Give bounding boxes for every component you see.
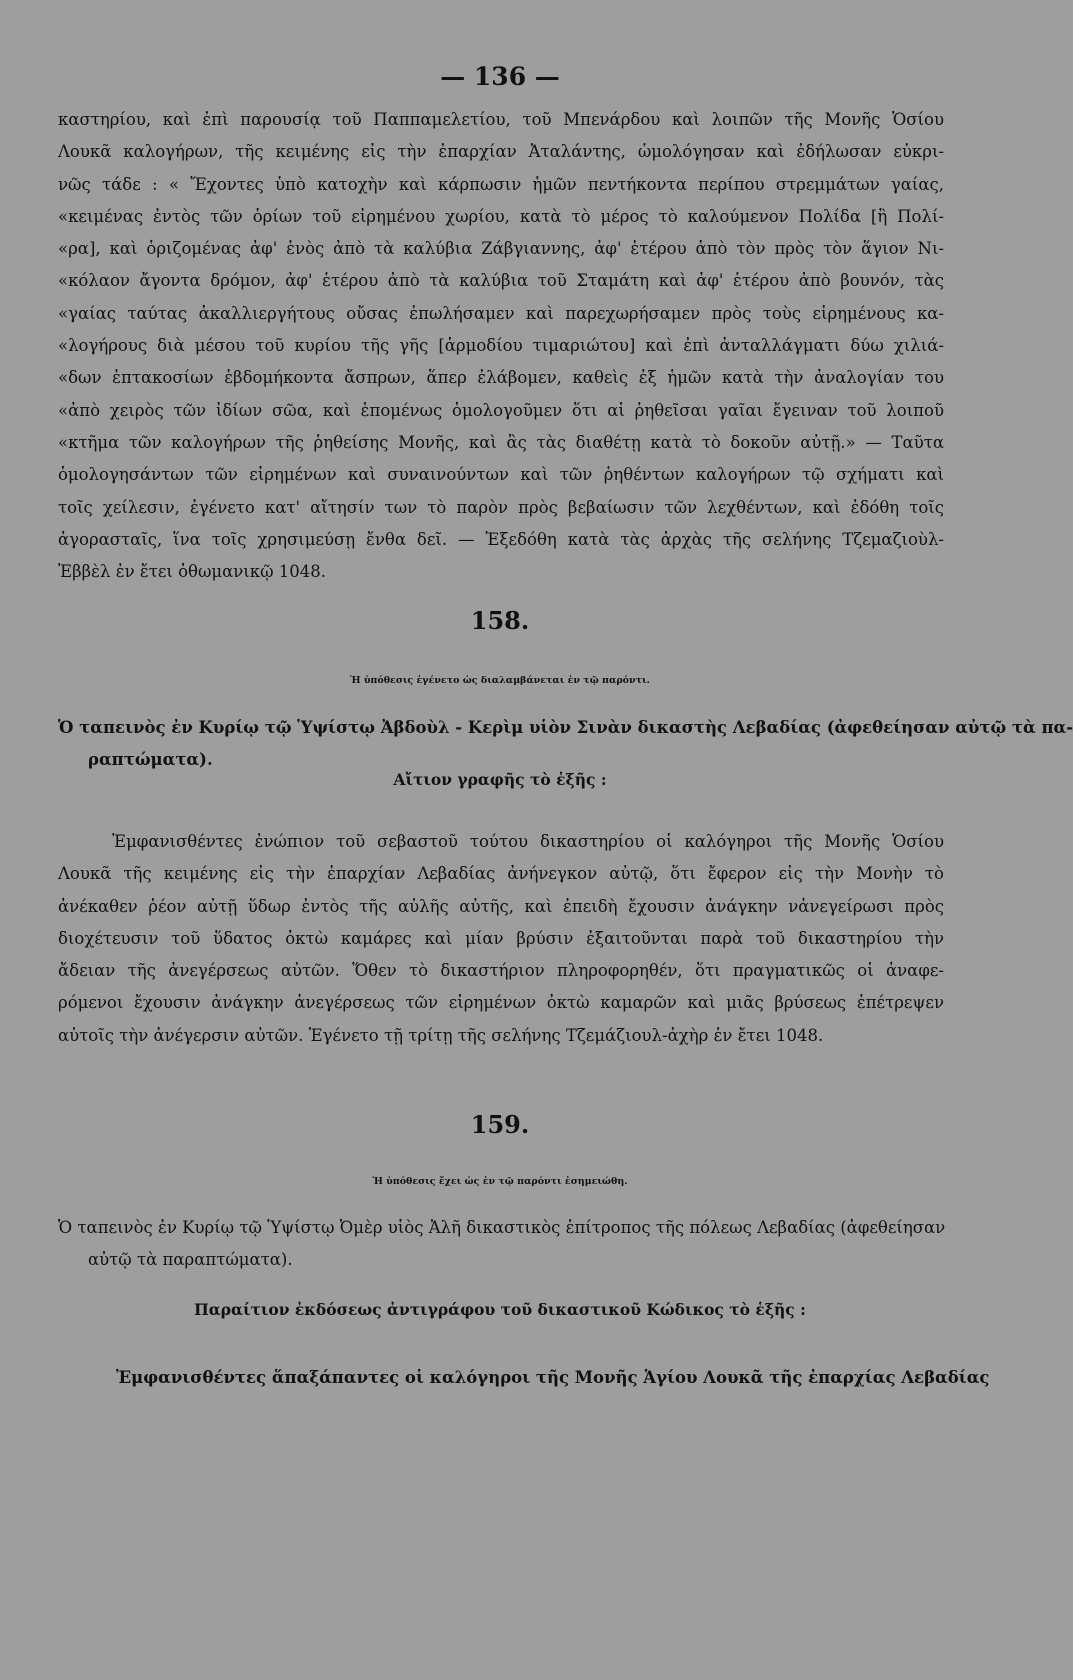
text-line: Ἐμφανισθέντες ἐνώπιον τοῦ σεβαστοῦ τούτου δικαστηρίου οἱ καλόγηροι τῆς Μονῆς Ὁσίου bbox=[112, 832, 944, 851]
page-number: — 136 — bbox=[440, 62, 560, 91]
issuer-line-159 bbox=[58, 1212, 944, 1277]
text-line: αὐτῷ τὰ παραπτώματα). bbox=[88, 1250, 293, 1270]
text-line: διοχέτευσιν τοῦ ὕδατος ὀκτὼ καμάρες καὶ μίαν βρύσιν ἐξαιτοῦνται παρὰ τοῦ δικαστηρίου τὴν bbox=[58, 928, 944, 948]
text-line: «ρα], καὶ ὁριζομένας ἀφ' ἑνὸς ἀπὸ τὰ καλύβια Ζάβγιαννης, ἀφ' ἑτέρου ἀπὸ τὸν πρὸς τὸν ἅγιον Νι- bbox=[58, 239, 944, 259]
continuation-text bbox=[58, 104, 944, 588]
text-line: ρόμενοι ἔχουσιν ἀνάγκην ἀνεγέρσεως τῶν εἰρημένων ὀκτὼ καμαρῶν καὶ μιᾶς βρύσεως ἐπέτρεψεν bbox=[58, 993, 944, 1013]
text-line: Λουκᾶ τῆς κειμένης εἰς τὴν ἐπαρχίαν Λεβαδίας ἀνήνεγκον αὐτῷ, ὅτι ἔφερον εἰς τὴν Μονὴν τὸ bbox=[58, 864, 944, 884]
text-line: τοῖς χείλεσιν, ἐγένετο κατ' αἴτησίν των τὸ παρὸν πρὸς βεβαίωσιν τῶν λεχθέντων, καὶ ἐδόθη τοῖς bbox=[58, 497, 944, 517]
text-line: ἀνέκαθεν ῥέον αὐτῇ ὕδωρ ἐντὸς τῆς αὐλῆς αὐτῆς, καὶ ἐπειδὴ ἔχουσιν ἀνάγκην νἀνεγείρωσι πρὸς bbox=[58, 896, 944, 916]
section-subtitle-159: Παραίτιον ἐκδόσεως ἀντιγράφου τοῦ δικαστικοῦ Κώδικος τὸ ἑξῆς : bbox=[194, 1300, 806, 1319]
text-line: ραπτώματα). bbox=[88, 750, 213, 770]
section-body-159 bbox=[58, 1362, 990, 1394]
text-line: «δων ἑπτακοσίων ἑβδομήκοντα ἄσπρων, ἅπερ ἐλάβομεν, καθεὶς ἐξ ἡμῶν κατὰ τὴν ἀναλογίαν του bbox=[58, 368, 944, 388]
text-line: αὐτοῖς τὴν ἀνέγερσιν αὐτῶν. Ἐγένετο τῇ τρίτῃ τῆς σελήνης Τζεμάζιουλ-ἀχὴρ ἐν ἔτει 1048. bbox=[58, 1025, 824, 1045]
text-line: ἄδειαν τῆς ἀνεγέρσεως αὐτῶν. Ὅθεν τὸ δικαστήριον πληροφορηθέν, ὅτι πραγματικῶς οἱ ἀναφε- bbox=[58, 961, 944, 981]
section-number-159: 159. bbox=[470, 1110, 530, 1139]
text-line: «κειμένας ἐντὸς τῶν ὁρίων τοῦ εἰρημένου χωρίου, κατὰ τὸ μέρος τὸ καλούμενον Πολίδα [ἢ Πολί- bbox=[58, 206, 944, 226]
text-line: Ἐββὲλ ἐν ἔτει ὀθωμανικῷ 1048. bbox=[58, 562, 327, 582]
text-line: «κόλαον ἄγοντα δρόμον, ἀφ' ἑτέρου ἀπὸ τὰ καλύβια τοῦ Σταμάτη καὶ ἀφ' ἑτέρου ἀπὸ βουνόν, τὰς bbox=[58, 271, 944, 291]
text-line: «ἀπὸ χειρὸς τῶν ἰδίων σῶα, καὶ ἑπομένως ὁμολογοῦμεν ὅτι αἱ ῥηθεῖσαι γαῖαι ἔγειναν τοῦ λοιποῦ bbox=[58, 400, 944, 420]
text-line: Ὁ ταπεινὸς ἐν Κυρίῳ τῷ Ὑψίστῳ Ὀμὲρ υἱὸς Ἀλῆ δικαστικὸς ἐπίτροπος τῆς πόλεως Λεβαδίας (ἀφεθείησαν bbox=[58, 1218, 946, 1237]
text-line: νῶς τάδε : « Ἔχοντες ὑπὸ κατοχὴν καὶ κάρπωσιν ἡμῶν πεντήκοντα περίπου στρεμμάτων γαίας, bbox=[58, 174, 944, 194]
text-line: Ἐμφανισθέντες ἅπαξάπαντες οἱ καλόγηροι τῆς Μονῆς Ἁγίου Λουκᾶ τῆς ἐπαρχίας Λεβαδίας bbox=[116, 1368, 990, 1387]
text-line: ὁμολογησάντων τῶν εἰρημένων καὶ συναινούντων καὶ τῶν ῥηθέντων καλογήρων τῷ σχήματι καὶ bbox=[58, 465, 944, 485]
section-note-158: Ἡ ὑπόθεσις ἐγένετο ὡς διαλαμβάνεται ἐν τῷ παρόντι. bbox=[350, 675, 650, 686]
section-note-159: Ἡ ὑπόθεσις ἔχει ὡς ἐν τῷ παρόντι ἐσημειώθη. bbox=[372, 1176, 628, 1187]
text-line: «γαίας ταύτας ἀκαλλιεργήτους οὔσας ἐπωλήσαμεν καὶ παρεχωρήσαμεν πρὸς τοὺς εἰρημένους κα- bbox=[58, 303, 944, 323]
text-line: ἀγορασταῖς, ἵνα τοῖς χρησιμεύσῃ ἔνθα δεῖ. — Ἐξεδόθη κατὰ τὰς ἀρχὰς τῆς σελήνης Τζεμαζιοὺλ- bbox=[58, 529, 944, 549]
text-line: Λουκᾶ καλογήρων, τῆς κειμένης εἰς τὴν ἐπαρχίαν Ἀταλάντης, ὡμολόγησαν καὶ ἐδήλωσαν εὐκρι- bbox=[58, 142, 944, 162]
section-number-158: 158. bbox=[470, 606, 530, 635]
text-line: «λογήρους διὰ μέσου τοῦ κυρίου τῆς γῆς [ἁρμοδίου τιμαριώτου] καὶ ἐπὶ ἀνταλλάγματι δύω χιλιά- bbox=[58, 336, 944, 356]
issuer-line-158 bbox=[58, 712, 1073, 777]
section-body-158 bbox=[58, 826, 944, 1052]
section-subtitle-158: Αἴτιον γραφῆς τὸ ἑξῆς : bbox=[393, 770, 607, 789]
text-line: Ὁ ταπεινὸς ἐν Κυρίῳ τῷ Ὑψίστῳ Ἀβδοὺλ - Κερὶμ υἱὸν Σινὰν δικαστὴς Λεβαδίας (ἀφεθείησαν αὐτῷ τὰ πα- bbox=[58, 718, 1073, 737]
text-line: «κτῆμα τῶν καλογήρων τῆς ῥηθείσης Μονῆς, καὶ ἂς τὰς διαθέτῃ κατὰ τὸ δοκοῦν αὐτῇ.» — Ταῦτα bbox=[58, 432, 944, 452]
text-line: καστηρίου, καὶ ἐπὶ παρουσίᾳ τοῦ Παππαμελετίου, τοῦ Μπενάρδου καὶ λοιπῶν τῆς Μονῆς Ὁσίου bbox=[58, 110, 944, 129]
